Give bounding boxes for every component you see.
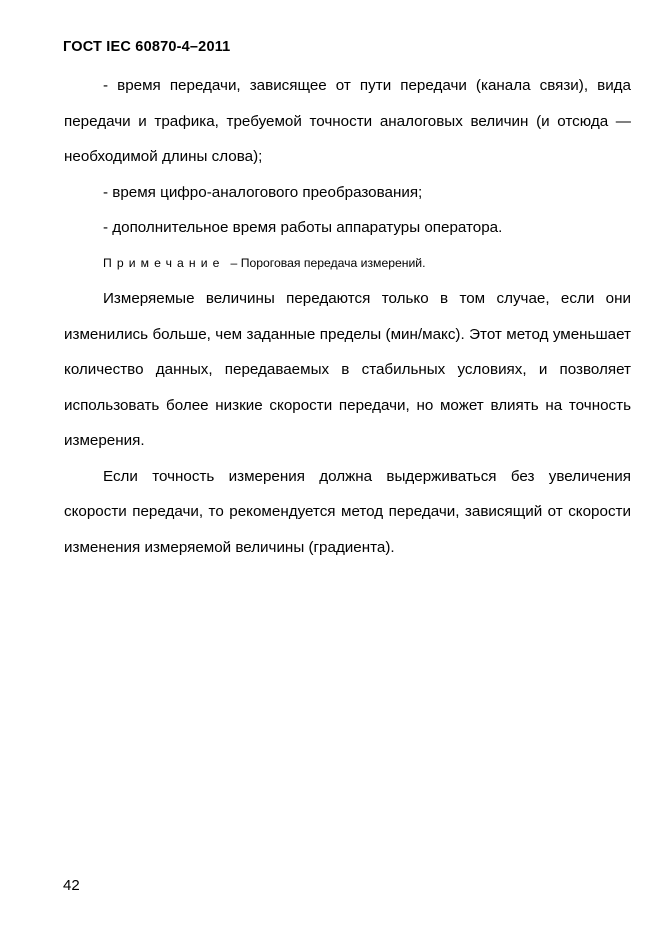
note-label: Примечание bbox=[103, 255, 225, 270]
note-text: – Пороговая передача измерений. bbox=[230, 255, 426, 270]
document-header: ГОСТ IEC 60870-4–2011 bbox=[63, 39, 231, 55]
paragraph: Измеряемые величины передаются только в том случае, если они изменились больше, чем заданные пределы (мин/макс). Этот метод уменьшает количество данных, передаваемых в стабильных условиях, и позволяет использовать более низкие скорости передачи, но может влиять на точность измерения. bbox=[64, 290, 631, 449]
list-item: - время цифро-аналогового преобразования; bbox=[103, 183, 423, 201]
list-item: - время передачи, зависящее от пути передачи (канала связи), вида передачи и трафика, требуемой точности аналоговых величин (и отсюда — необходимой длины слова); bbox=[64, 77, 631, 165]
paragraph: Если точность измерения должна выдерживаться без увеличения скорости передачи, то рекомендуется метод передачи, зависящий от скорости изменения измеряемой величины (градиента). bbox=[64, 467, 631, 556]
page-number: 42 bbox=[63, 877, 80, 894]
list-item: - дополнительное время работы аппаратуры оператора. bbox=[103, 219, 503, 236]
note bbox=[64, 246, 631, 282]
document-body bbox=[64, 68, 631, 565]
